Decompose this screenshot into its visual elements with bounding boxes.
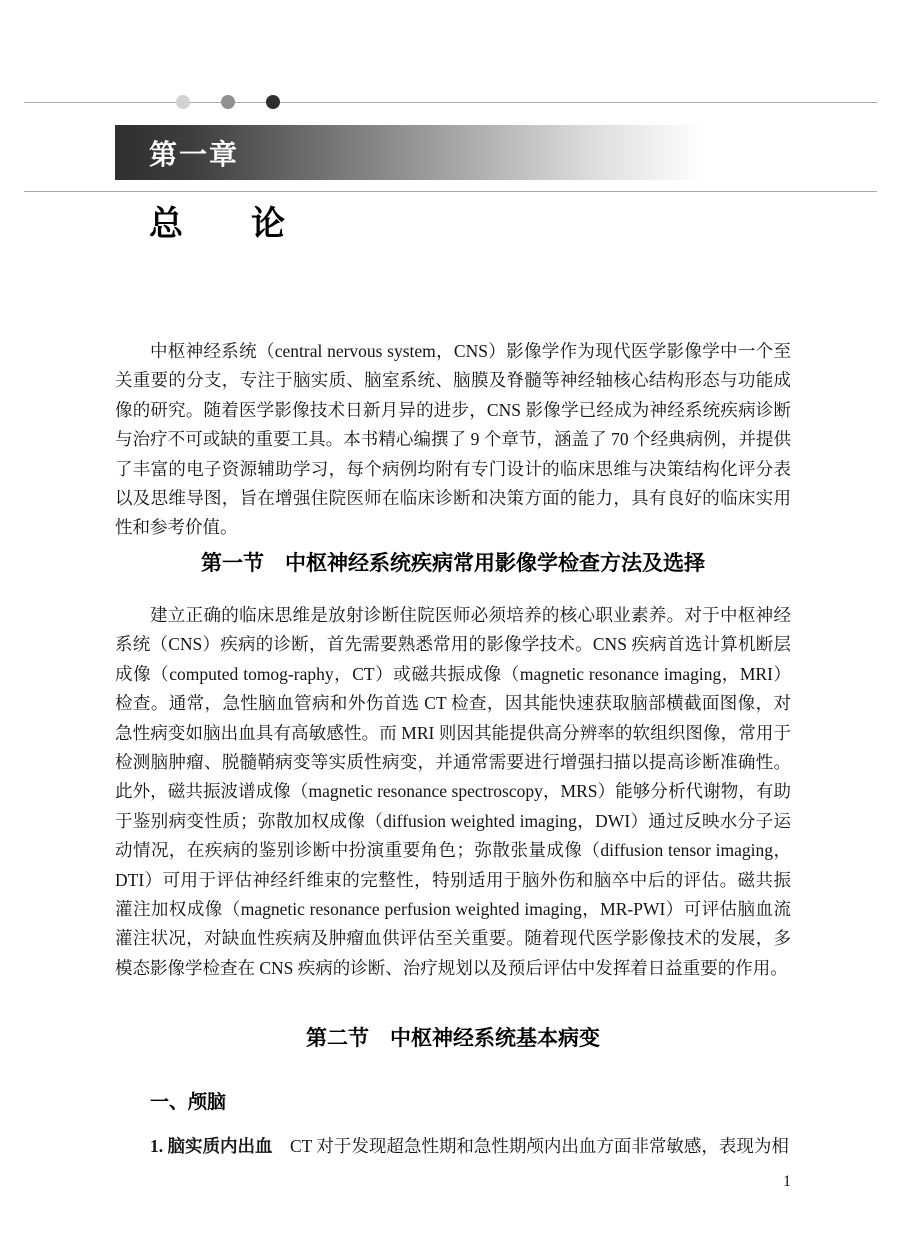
chapter-banner bbox=[115, 125, 737, 180]
item-lead: 1. 脑实质内出血 bbox=[150, 1136, 273, 1156]
body-item-paragraph bbox=[115, 1132, 791, 1161]
header-rule bbox=[24, 191, 877, 192]
decorative-dot-medium bbox=[221, 95, 235, 109]
section-1-body: 建立正确的临床思维是放射诊断住院医师必须培养的核心职业素养。对于中枢神经系统（CNS）疾病的诊断，首先需要熟悉常用的影像学技术。CNS 疾病首选计算机断层成像（computed tomog-raphy，CT）或磁共振成像（magnetic resonance imaging，MRI）检查。通常，急性脑血管病和外伤首选 CT 检查，因其能快速获取脑部横截面图像，对急性病变如脑出血具有高敏感性。而 MRI 则因其能提供高分辨率的软组织图像，常用于检测脑肿瘤、脱髓鞘病变等实质性病变，并通常需要进行增强扫描以提高诊断准确性。此外，磁共振波谱成像（magnetic resonance spectroscopy，MRS）能够分析代谢物，有助于鉴别病变性质；弥散加权成像（diffusion weighted imaging，DWI）通过反映水分子运动情况，在疾病的鉴别诊断中扮演重要角色；弥散张量成像（diffusion tensor imaging，DTI）可用于评估神经纤维束的完整性，特别适用于脑外伤和脑卒中后的评估。磁共振灌注加权成像（magnetic resonance perfusion weighted imaging，MR-PWI）可评估脑血流灌注状况，对缺血性疾病及肿瘤血供评估至关重要。随着现代医学影像技术的发展，多模态影像学检查在 CNS 疾病的诊断、治疗规划以及预后评估中发挥着日益重要的作用。 bbox=[115, 605, 791, 978]
page-number: 1 bbox=[783, 1173, 791, 1190]
section-1-heading: 第一节 中枢神经系统疾病常用影像学检查方法及选择 bbox=[201, 552, 705, 575]
subsection-heading: 一、颅脑 bbox=[150, 1092, 227, 1113]
chapter-label: 第一章 bbox=[149, 138, 240, 170]
top-rule bbox=[24, 102, 877, 103]
decorative-dot-light bbox=[176, 95, 190, 109]
intro-paragraph: 中枢神经系统（central nervous system，CNS）影像学作为现代医学影像学中一个至关重要的分支，专注于脑实质、脑室系统、脑膜及脊髓等神经轴核心结构形态与功能成像的研究。随着医学影像技术日新月异的进步，CNS 影像学已经成为神经系统疾病诊断与治疗不可或缺的重要工具。本书精心编撰了 9 个章节，涵盖了 70 个经典病例，并提供了丰富的电子资源辅助学习，每个病例均附有专门设计的临床思维与决策结构化评分表以及思维导图，旨在增强住院医师在临床诊断和决策方面的能力，具有良好的临床实用性和参考价值。 bbox=[115, 341, 791, 538]
item-text: CT 对于发现超急性期和急性期颅内出血方面非常敏感，表现为相 bbox=[272, 1136, 789, 1156]
section-2-heading: 第二节 中枢神经系统基本病变 bbox=[306, 1027, 600, 1050]
decorative-dot-dark bbox=[266, 95, 280, 109]
chapter-title: 总 论 bbox=[149, 205, 285, 243]
